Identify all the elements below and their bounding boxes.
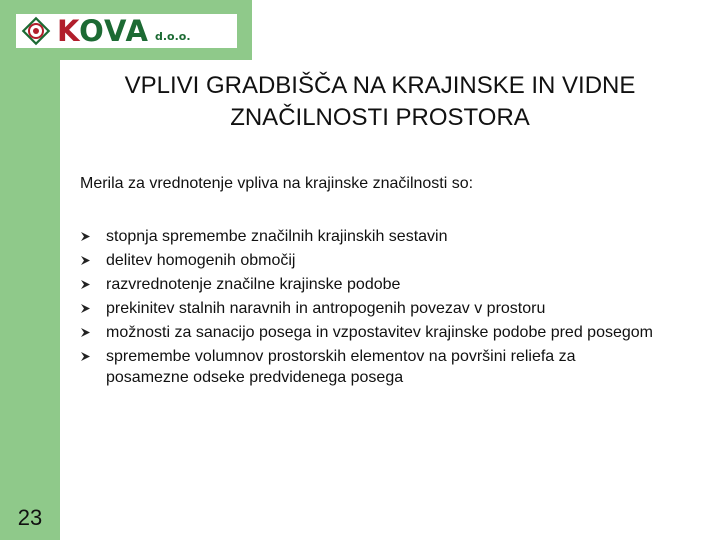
list-item xyxy=(80,250,660,271)
list-item xyxy=(80,274,660,295)
logo-suffix: d.o.o. xyxy=(154,29,191,43)
list-item xyxy=(80,298,660,319)
arrow-bullet-icon xyxy=(80,351,91,362)
criteria-list xyxy=(80,226,660,391)
list-item-text: razvrednotenje značilne krajinske podobe xyxy=(106,276,401,293)
sidebar-band xyxy=(0,0,60,540)
arrow-bullet-icon xyxy=(80,279,91,290)
arrow-bullet-icon xyxy=(80,327,91,338)
list-item-text: stopnja spremembe značilnih krajinskih sestavin xyxy=(106,228,448,245)
list-item-text: spremembe volumnov prostorskih elementov na površini reliefa za posamezne odseke predvidenega posega xyxy=(106,348,576,386)
arrow-bullet-icon xyxy=(80,303,91,314)
list-item-text: delitev homogenih območij xyxy=(106,252,296,269)
list-item xyxy=(80,226,660,247)
list-item xyxy=(80,346,660,388)
arrow-bullet-icon xyxy=(80,255,91,266)
list-item xyxy=(80,322,660,343)
list-item-text: prekinitev stalnih naravnih in antropogenih povezav v prostoru xyxy=(106,300,546,317)
kova-emblem-icon xyxy=(21,16,51,46)
list-item-text: možnosti za sanacijo posega in vzpostavitev krajinske podobe pred posegom xyxy=(106,324,653,341)
page-number: 23 xyxy=(17,505,43,530)
slide-subtitle: Merila za vrednotenje vpliva na krajinske značilnosti so: xyxy=(80,175,474,192)
slide-title: VPLIVI GRADBIŠČA NA KRAJINSKE IN VIDNE ZNAČILNOSTI PROSTORA xyxy=(124,72,636,131)
company-logo xyxy=(16,14,237,48)
arrow-bullet-icon xyxy=(80,231,91,242)
logo-wordmark: KOVA xyxy=(57,13,149,48)
